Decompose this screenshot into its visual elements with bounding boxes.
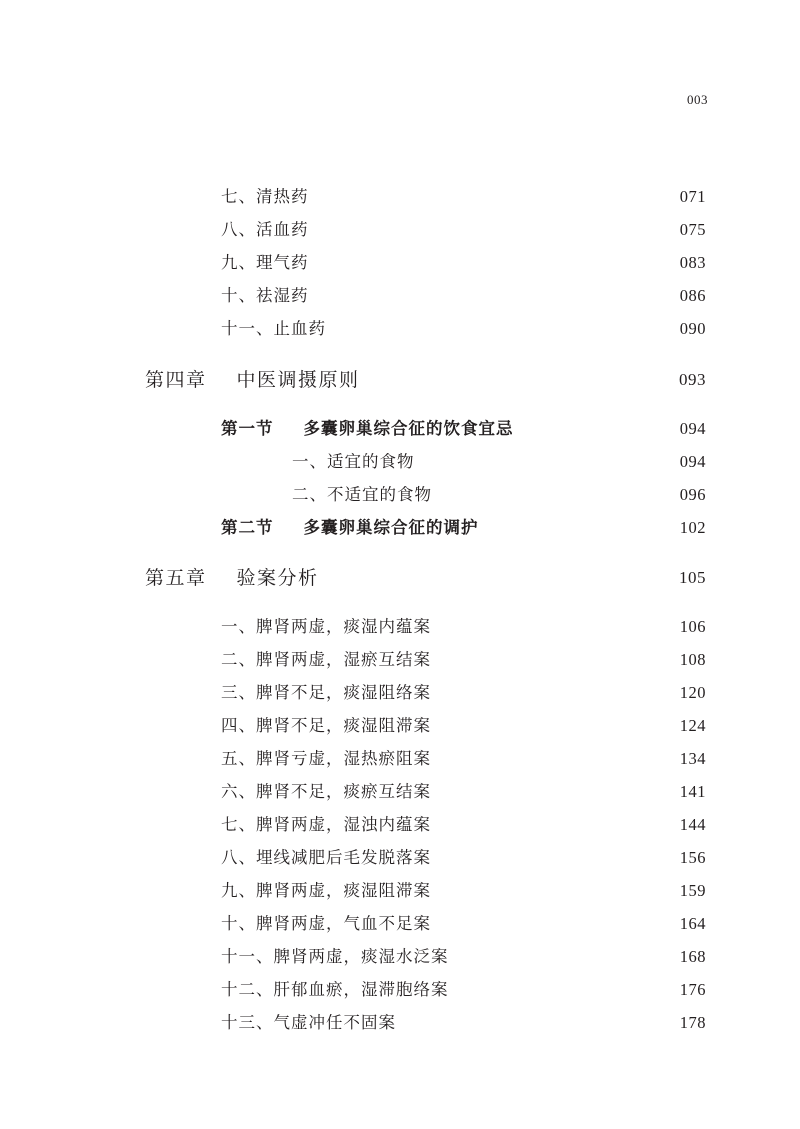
toc-item-label: 十一、止血药 (221, 319, 326, 338)
toc-item[interactable] (0, 647, 800, 673)
toc-item-label: 六、脾肾不足，痰瘀互结案 (221, 782, 431, 801)
toc-item[interactable] (0, 944, 800, 970)
chapter-label (145, 565, 319, 591)
toc-section-1[interactable] (0, 416, 800, 442)
toc-item[interactable] (0, 779, 800, 805)
section-page: 094 (679, 419, 706, 438)
toc-item[interactable] (0, 746, 800, 772)
toc-item-page: 083 (679, 253, 706, 272)
toc-item-label: 十、脾肾两虚，气血不足案 (221, 914, 431, 933)
toc-item[interactable] (0, 713, 800, 739)
toc-item-page: 156 (679, 848, 706, 867)
toc-item-label: 十、祛湿药 (221, 286, 309, 305)
toc-item-page: 178 (679, 1013, 706, 1032)
toc-item-page: 086 (679, 286, 706, 305)
chapter-label (145, 367, 360, 393)
toc-item-page: 071 (679, 187, 706, 206)
page-number: 003 (687, 92, 708, 107)
toc-item-page: 106 (679, 617, 706, 636)
toc-item-page: 090 (679, 319, 706, 338)
toc-item-page: 168 (679, 947, 706, 966)
toc-item-label: 二、脾肾两虚，湿瘀互结案 (221, 650, 431, 669)
toc-item-page: 134 (679, 749, 706, 768)
toc-item-page: 176 (679, 980, 706, 999)
toc-item-label: 十一、脾肾两虚，痰湿水泛案 (221, 947, 449, 966)
toc-section-2[interactable] (0, 515, 800, 541)
toc-item[interactable] (0, 911, 800, 937)
subitem-label: 二、不适宜的食物 (292, 485, 432, 504)
toc-item-page: 120 (679, 683, 706, 702)
toc-item-label: 五、脾肾亏虚，湿热瘀阻案 (221, 749, 431, 768)
toc-subitem[interactable] (0, 449, 800, 475)
toc-item-page: 075 (679, 220, 706, 239)
toc-item-label: 七、清热药 (221, 187, 309, 206)
toc-chapter-5[interactable] (0, 565, 800, 591)
chapter-page: 093 (679, 370, 706, 389)
subitem-label: 一、适宜的食物 (292, 452, 415, 471)
toc-item[interactable] (0, 977, 800, 1003)
toc-item-page: 144 (679, 815, 706, 834)
toc-item[interactable] (0, 217, 800, 243)
toc-item[interactable] (0, 283, 800, 309)
toc-item-label: 十三、气虚冲任不固案 (221, 1013, 396, 1032)
toc-item[interactable] (0, 250, 800, 276)
toc-item-label: 一、脾肾两虚，痰湿内蕴案 (221, 617, 431, 636)
toc-item-page: 108 (679, 650, 706, 669)
section-number: 第二节 (221, 518, 274, 537)
chapter-title: 中医调摄原则 (236, 369, 360, 391)
subitem-page: 094 (679, 452, 706, 471)
toc-item-label: 七、脾肾两虚，湿浊内蕴案 (221, 815, 431, 834)
toc-item-label: 九、理气药 (221, 253, 309, 272)
chapter-page: 105 (679, 568, 706, 587)
toc-item[interactable] (0, 614, 800, 640)
toc-item-page: 124 (679, 716, 706, 735)
section-label (221, 515, 479, 541)
toc-item[interactable] (0, 184, 800, 210)
toc-item-page: 164 (679, 914, 706, 933)
toc-item-label: 十二、肝郁血瘀，湿滞胞络案 (221, 980, 449, 999)
toc-item-page: 159 (679, 881, 706, 900)
chapter-title: 验案分析 (236, 567, 319, 589)
section-label (221, 416, 514, 442)
toc-item-page: 141 (679, 782, 706, 801)
section-title: 多囊卵巢综合征的调护 (303, 518, 479, 537)
section-title: 多囊卵巢综合征的饮食宜忌 (303, 419, 514, 438)
section-page: 102 (679, 518, 706, 537)
toc-item-label: 四、脾肾不足，痰湿阻滞案 (221, 716, 431, 735)
toc-item-label: 八、活血药 (221, 220, 309, 239)
toc-item[interactable] (0, 316, 800, 342)
chapter-number: 第五章 (145, 567, 207, 589)
toc-subitem[interactable] (0, 482, 800, 508)
toc-chapter-4[interactable] (0, 367, 800, 393)
toc-item-label: 三、脾肾不足，痰湿阻络案 (221, 683, 431, 702)
toc-item[interactable] (0, 878, 800, 904)
toc-item[interactable] (0, 845, 800, 871)
section-number: 第一节 (221, 419, 274, 438)
toc-item-label: 八、埋线减肥后毛发脱落案 (221, 848, 431, 867)
toc-item-label: 九、脾肾两虚，痰湿阻滞案 (221, 881, 431, 900)
subitem-page: 096 (679, 485, 706, 504)
toc-item[interactable] (0, 1010, 800, 1036)
chapter-number: 第四章 (145, 369, 207, 391)
toc-item[interactable] (0, 812, 800, 838)
toc-item[interactable] (0, 680, 800, 706)
